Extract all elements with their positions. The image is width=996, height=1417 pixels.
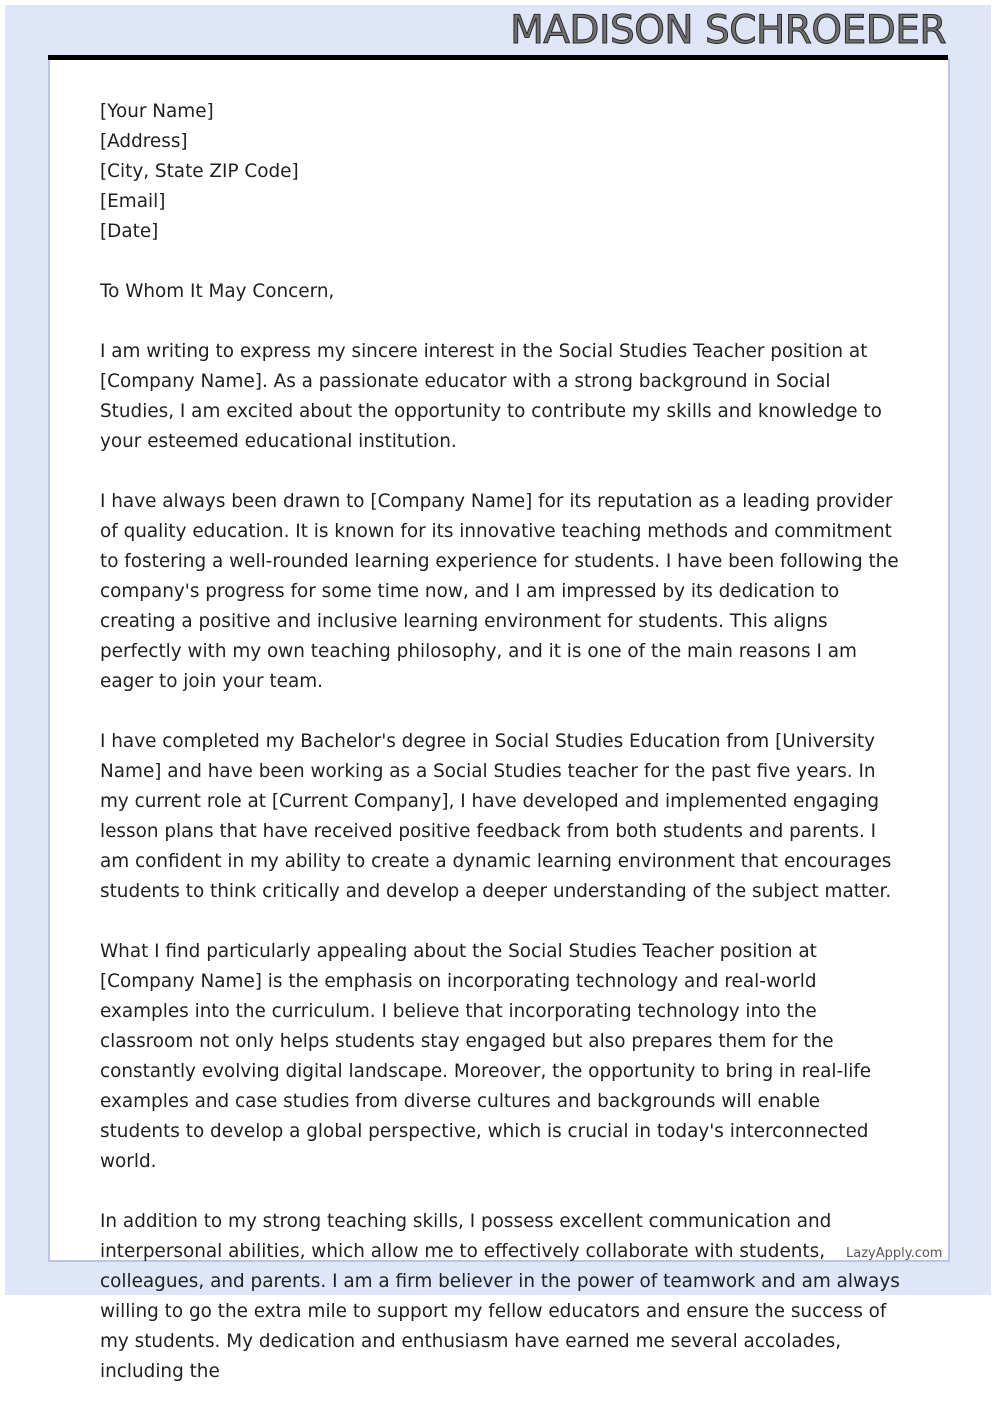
address-line-name: [Your Name] xyxy=(100,101,214,122)
address-line-date: [Date] xyxy=(100,221,159,242)
paragraph-company: I have always been drawn to [Company Name] for its reputation as a leading provider of quality education. It is known for its innovative teaching methods and commitment to fostering a well-rounded learning experience for students. I have been following the company's progress for some time now, and I am impressed by its dedication to creating a positive and inclusive learning environment for students. This aligns perfectly with my own teaching philosophy, and it is one of the main reasons I am eager to join your team. xyxy=(100,491,899,692)
header-rule xyxy=(48,55,948,60)
address-line-city: [City, State ZIP Code] xyxy=(100,161,299,182)
paragraph-experience: I have completed my Bachelor's degree in Social Studies Education from [University Name] and have been working as a Social Studies teacher for the past five years. In my current role at [Current Company], I have developed and implemented engaging lesson plans that have received positive feedback from both students and parents. I am confident in my ability to create a dynamic learning environment that encourages students to think critically and develop a deeper understanding of the subject matter. xyxy=(100,731,892,902)
applicant-name-heading: MADISON SCHROEDER xyxy=(510,8,946,53)
address-line-email: [Email] xyxy=(100,191,166,212)
paragraph-appeal: What I find particularly appealing about the Social Studies Teacher position at [Company Name] is the emphasis on incorporating technology and real-world examples into the curriculum. I believe that incorporating technology into the classroom not only helps students stay engaged but also prepares them for the constantly evolving digital landscape. Moreover, the opportunity to bring in real-life examples and case studies from diverse cultures and backgrounds will enable students to develop a global perspective, which is crucial in today's interconnected world. xyxy=(100,941,872,1172)
address-line-street: [Address] xyxy=(100,131,188,152)
paragraph-intro: I am writing to express my sincere interest in the Social Studies Teacher position at [Company Name]. As a passionate educator with a strong background in Social Studies, I am excited about the opportunity to contribute my skills and knowledge to your esteemed educational institution. xyxy=(100,341,882,452)
watermark: LazyApply.com xyxy=(846,1246,943,1261)
address-block xyxy=(100,97,900,247)
paragraph-skills: In addition to my strong teaching skills, I possess excellent communication and interpersonal abilities, which allow me to effectively collaborate with students, colleagues, and parents. I am a firm believer in the power of teamwork and am always willing to go the extra mile to support my fellow educators and ensure the success of my students. My dedication and enthusiasm have earned me several accolades, including the xyxy=(100,1211,900,1382)
salutation: To Whom It May Concern, xyxy=(100,281,335,302)
letter-body xyxy=(100,97,900,1417)
